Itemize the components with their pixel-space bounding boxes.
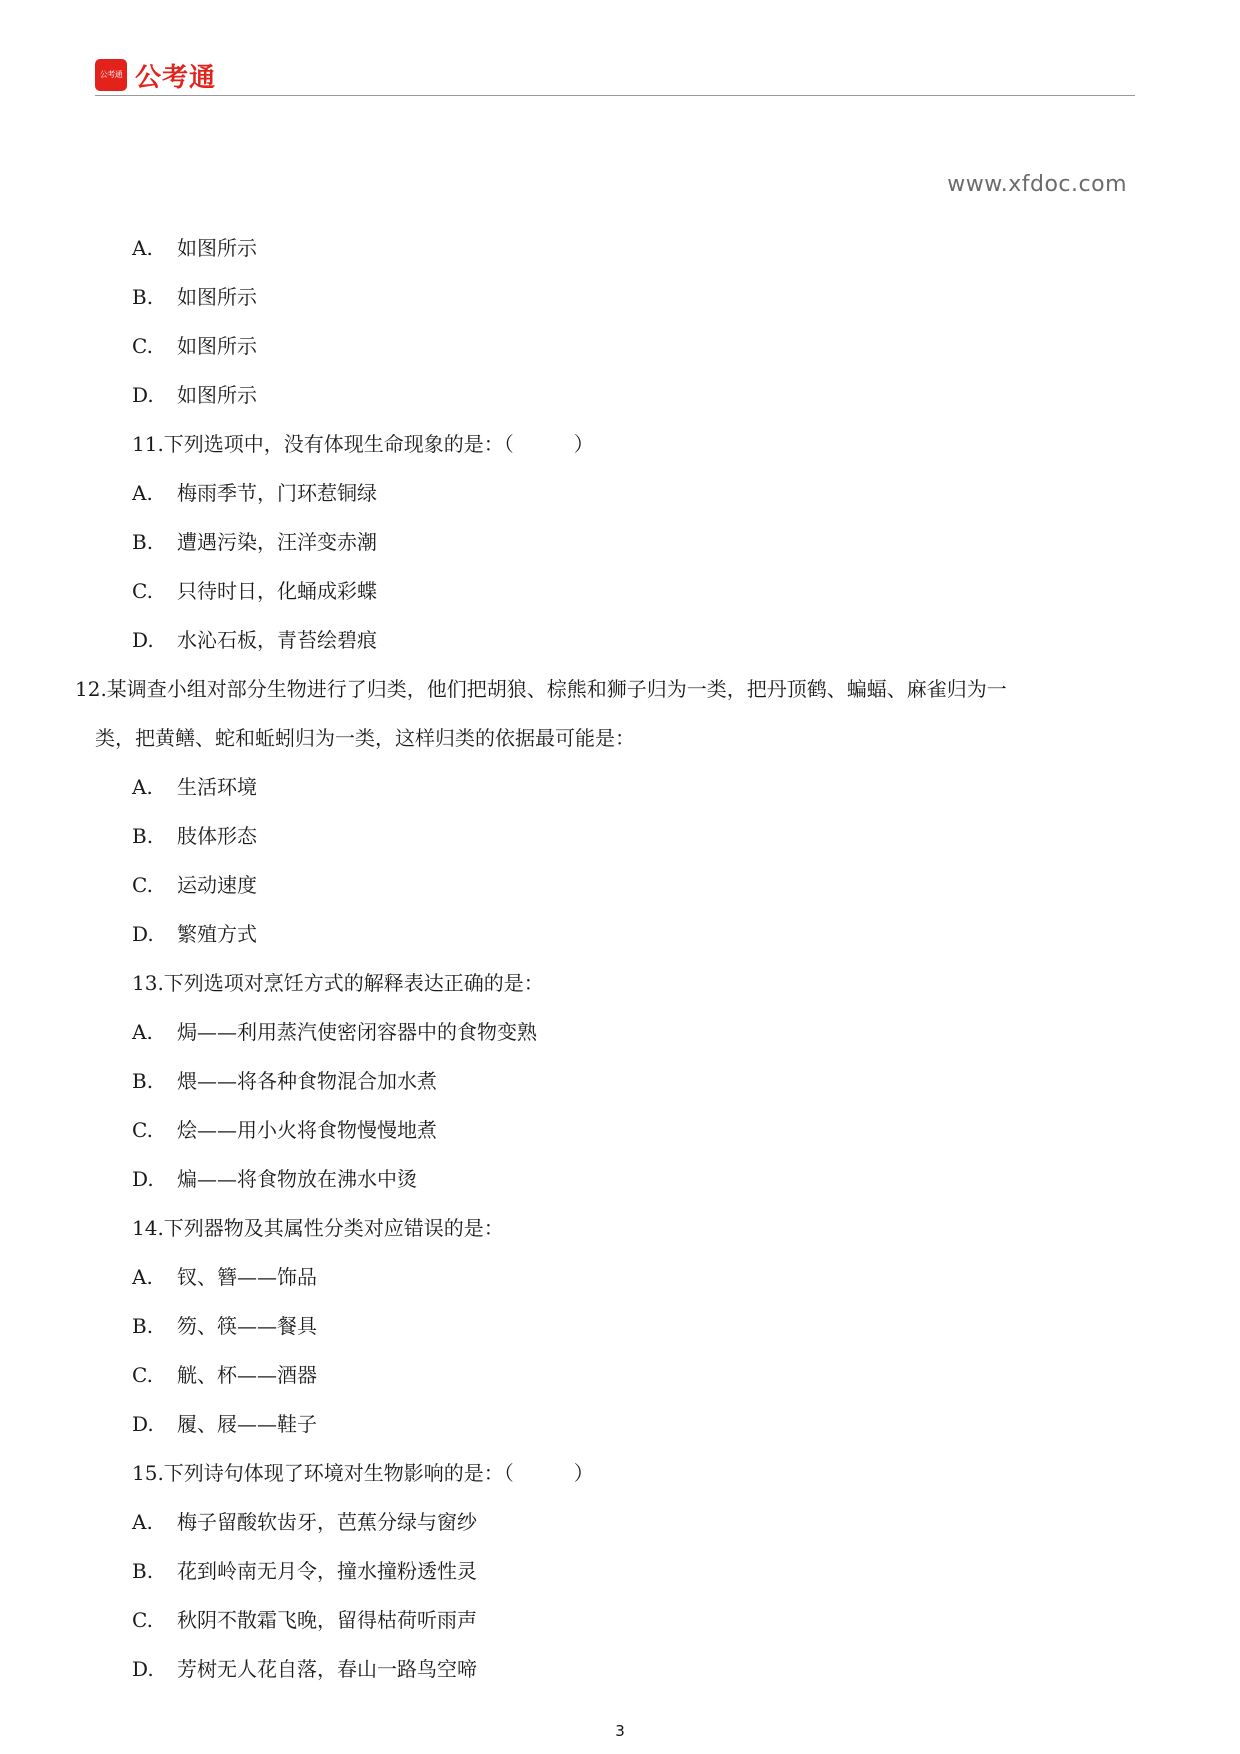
q14-stem: 14.下列器物及其属性分类对应错误的是： [132, 1216, 504, 1240]
q14-option-c: C. 觥、杯——酒器 [132, 1363, 317, 1387]
q11-stem: 11.下列选项中，没有体现生命现象的是：（ ） [132, 432, 594, 456]
q10-option-a: A. 如图所示 [132, 236, 257, 260]
q11-option-d: D. 水沁石板，青苔绘碧痕 [132, 628, 377, 652]
q13-option-d: D. 煸——将食物放在沸水中烫 [132, 1167, 417, 1191]
q12-option-b: B. 肢体形态 [132, 824, 257, 848]
q12-stem-line2: 类，把黄鳝、蛇和蚯蚓归为一类，这样归类的依据最可能是： [95, 726, 635, 750]
q11-option-c: C. 只待时日，化蛹成彩蝶 [132, 579, 377, 603]
document-body [0, 231, 1240, 1701]
q15-option-d: D. 芳树无人花自落，春山一路鸟空啼 [132, 1657, 477, 1681]
logo-badge-icon: 公考通 [95, 59, 127, 91]
q12-option-c: C. 运动速度 [132, 873, 257, 897]
q13-option-a: A. 焗——利用蒸汽使密闭容器中的食物变熟 [132, 1020, 537, 1044]
header [95, 58, 216, 92]
q11-option-a: A. 梅雨季节，门环惹铜绿 [132, 481, 377, 505]
q12-option-a: A. 生活环境 [132, 775, 257, 799]
q14-option-b: B. 笏、筷——餐具 [132, 1314, 317, 1338]
q10-option-d: D. 如图所示 [132, 383, 257, 407]
q10-option-b: B. 如图所示 [132, 285, 257, 309]
q13-option-b: B. 煨——将各种食物混合加水煮 [132, 1069, 437, 1093]
q13-option-c: C. 烩——用小火将食物慢慢地煮 [132, 1118, 437, 1142]
q10-option-c: C. 如图所示 [132, 334, 257, 358]
header-divider [95, 95, 1135, 96]
q12-option-d: D. 繁殖方式 [132, 922, 257, 946]
q14-option-d: D. 履、屐——鞋子 [132, 1412, 317, 1436]
q15-option-c: C. 秋阴不散霜飞晚，留得枯荷听雨声 [132, 1608, 477, 1632]
site-url: www.xfdoc.com [947, 172, 1127, 197]
q11-option-b: B. 遭遇污染，汪洋变赤潮 [132, 530, 377, 554]
q14-option-a: A. 钗、簪——饰品 [132, 1265, 317, 1289]
q15-option-b: B. 花到岭南无月令，撞水撞粉透性灵 [132, 1559, 477, 1583]
page-number: 3 [615, 1722, 625, 1740]
q12-stem-line1: 12.某调查小组对部分生物进行了归类，他们把胡狼、棕熊和狮子归为一类，把丹顶鹤、蝙蝠、麻雀归为一 [75, 677, 1007, 701]
q15-stem: 15.下列诗句体现了环境对生物影响的是：（ ） [132, 1461, 594, 1485]
logo-text: 公考通 [135, 62, 217, 93]
q13-stem: 13.下列选项对烹饪方式的解释表达正确的是： [132, 971, 544, 995]
q15-option-a: A. 梅子留酸软齿牙，芭蕉分绿与窗纱 [132, 1510, 477, 1534]
